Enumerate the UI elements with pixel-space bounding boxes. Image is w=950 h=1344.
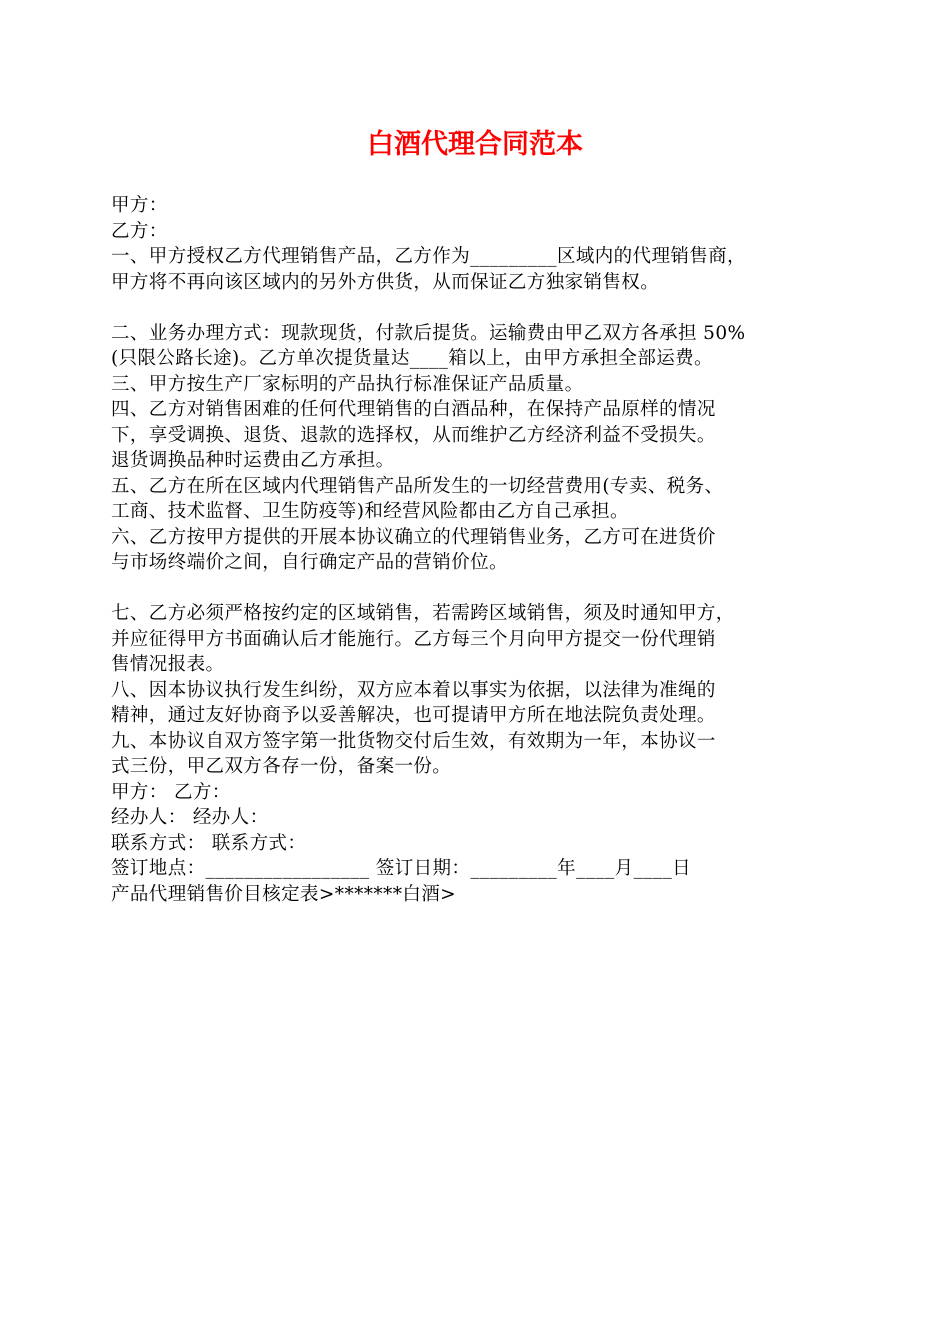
signature-contacts: 联系方式： 联系方式： [111, 832, 307, 854]
clause-4-line-3: 退货调换品种时运费由乙方承担。 [111, 450, 395, 471]
document-body [111, 193, 851, 907]
clause-9-line-1: 九、本协议自双方签字第一批货物交付后生效，有效期为一年，本协议一 [111, 730, 716, 752]
clause-7-line-2: 并应征得甲方书面确认后才能施行。乙方每三个月向甲方提交一份代理销 [111, 628, 716, 650]
clause-3-line-1: 三、甲方按生产厂家标明的产品执行标准保证产品质量。 [111, 373, 584, 395]
party-a-label: 甲方： [111, 195, 168, 216]
clause-5-line-1: 五、乙方在所在区域内代理销售产品所发生的一切经营费用(专卖、税务、 [111, 475, 724, 497]
clause-4-line-2: 下，享受调换、退货、退款的选择权，从而维护乙方经济利益不受损失。 [111, 424, 716, 446]
clause-6-line-1: 六、乙方按甲方提供的开展本协议确立的代理销售业务，乙方可在进货价 [111, 526, 716, 548]
clause-7-line-3: 售情况报表。 [111, 654, 225, 675]
clause-6-line-2: 与市场终端价之间，自行确定产品的营销价位。 [111, 552, 508, 573]
clause-7-line-1: 七、乙方必须严格按约定的区域销售，若需跨区域销售，须及时通知甲方， [111, 603, 735, 624]
clause-8-line-2: 精神，通过友好协商予以妥善解决，也可提请甲方所在地法院负责处理。 [111, 705, 716, 726]
document-title: 白酒代理合同范本 [367, 129, 583, 160]
party-b-label: 乙方： [111, 220, 168, 242]
clause-4-line-1: 四、乙方对销售困难的任何代理销售的白酒品种，在保持产品原样的情况 [111, 399, 716, 420]
signature-place-date: 签订地点：_________________ 签订日期：_________年____月____日 [111, 858, 692, 879]
document-footer-note: 产品代理销售价目核定表>*******白酒> [111, 883, 457, 905]
clause-8-line-1: 八、因本协议执行发生纠纷，双方应本着以事实为依据，以法律为准绳的 [111, 679, 716, 701]
paragraph-spacer [111, 576, 851, 602]
clause-5-line-2: 工商、技术监督、卫生防疫等)和经营风险都由乙方自己承担。 [111, 501, 629, 522]
signature-handlers: 经办人： 经办人： [111, 807, 269, 828]
clause-1-line-2: 甲方将不再向该区域内的另外方供货，从而保证乙方独家销售权。 [111, 271, 660, 293]
paragraph-spacer [111, 295, 851, 321]
clause-1-line-1: 一、甲方授权乙方代理销售产品，乙方作为_________区域内的代理销售商， [111, 246, 746, 267]
clause-9-line-2: 式三份，甲乙双方各存一份，备案一份。 [111, 756, 452, 777]
clause-2-line-2: (只限公路长途)。乙方单次提货量达____箱以上，由甲方承担全部运费。 [111, 348, 713, 369]
signature-parties: 甲方： 乙方： [111, 781, 231, 803]
clause-2-line-1: 二、业务办理方式：现款现货，付款后提货。运输费由甲乙双方各承担 50% [111, 322, 746, 344]
